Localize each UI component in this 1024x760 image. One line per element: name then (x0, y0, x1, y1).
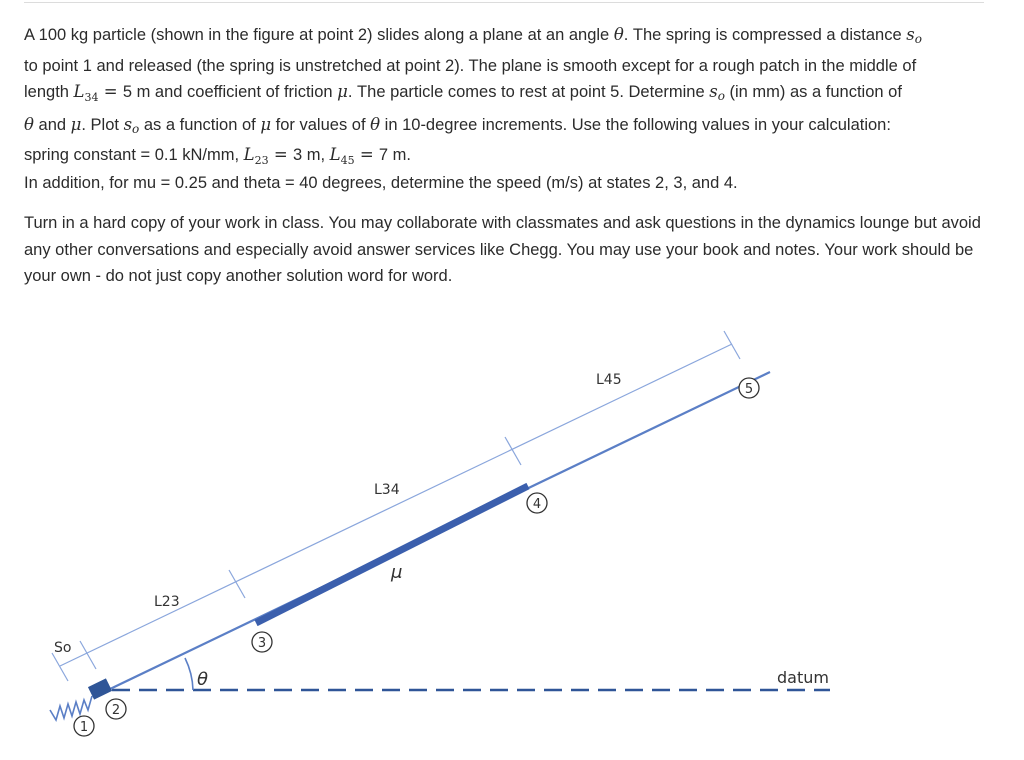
label-theta: θ (197, 669, 209, 690)
label-so: So (54, 640, 72, 656)
label-datum: datum (777, 668, 829, 687)
dimension-line (60, 344, 732, 666)
top-divider (24, 2, 984, 3)
label-mu: μ (391, 562, 403, 583)
point-5-marker (739, 378, 759, 398)
svg-text:4: 4 (532, 497, 542, 512)
angle-arc (185, 658, 193, 690)
point-3-marker (252, 632, 272, 652)
point-1-marker (74, 716, 94, 736)
tick-mark (52, 653, 68, 681)
incline-figure (0, 300, 1024, 760)
label-L45: L45 (596, 372, 622, 388)
speed-question: In addition, for mu = 0.25 and theta = 40 degrees, determine the speed (m/s) at states 2, 3, and 4. (24, 174, 738, 192)
point-2-marker (106, 699, 126, 719)
tick-mark (724, 331, 740, 359)
svg-text:5: 5 (744, 382, 754, 397)
collaboration-note: Turn in a hard copy of your work in class. You may collaborate with classmates and ask questions in the dynamics lounge but avoid any other conversations and especially avoid answer services like Chegg. You may use your book and notes. Your work should be your own - do not just copy another solution word for word. (24, 214, 981, 285)
svg-text:2: 2 (111, 703, 121, 718)
label-L34: L34 (374, 482, 400, 498)
point-4-marker (527, 493, 547, 513)
label-L23: L23 (154, 594, 180, 610)
svg-text:1: 1 (79, 720, 89, 735)
svg-text:3: 3 (257, 636, 267, 651)
problem-statement: A 100 kg particle (shown in the figure at point 2) slides along a plane at an angle θ. The spring is compressed a distance so to point 1 and released (the spring is unstretched at point 2). The plane is smooth except for a rough patch in the middle of length $L_{34} = 5$ m and coefficient of friction μ. The particle comes to rest at point 5. Determine so (in mm) as a function of θ and μ. Plot so as a function of μ for values of θ in 10-degree increments. Use the following values in your calculation: spring constant = 0.1 kN/mm, $L_{23} = 3$ m, $L_{45} = 7$ m. (24, 25, 922, 167)
